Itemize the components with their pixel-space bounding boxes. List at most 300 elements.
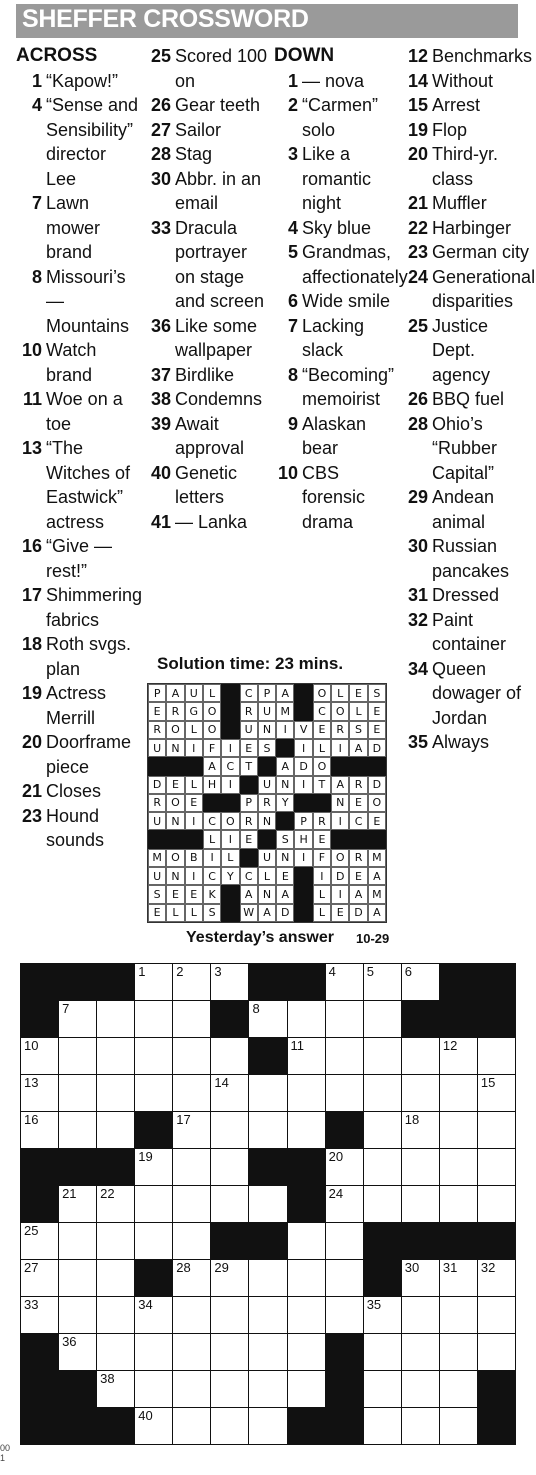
grid-cell[interactable]: [478, 1038, 515, 1074]
answer-letter-cell: E: [166, 776, 184, 794]
grid-cell[interactable]: [135, 1408, 172, 1444]
cell-number: 38: [100, 1371, 115, 1386]
puzzle-title: SHEFFER CROSSWORD: [22, 5, 309, 33]
grid-cell[interactable]: [249, 1297, 286, 1333]
grid-cell[interactable]: [211, 1075, 248, 1111]
answer-letter-cell: T: [240, 757, 258, 775]
down-clue: [274, 412, 399, 461]
answer-block-cell: [166, 757, 184, 775]
clue-text: — Lanka: [175, 511, 248, 532]
answer-block-cell: [258, 830, 276, 848]
cell-number: 33: [24, 1297, 39, 1312]
black-square: [288, 1408, 325, 1444]
black-square: [364, 1223, 401, 1259]
clue-text: Like a romantic night: [302, 144, 372, 213]
answer-letter-cell: A: [166, 684, 184, 702]
grid-cell[interactable]: [364, 1408, 401, 1444]
grid-cell[interactable]: [211, 1334, 248, 1370]
grid-cell[interactable]: [173, 1075, 210, 1111]
down-clue: [404, 485, 532, 534]
clue-number: 14: [407, 70, 428, 91]
clue-text: CBS forensic drama: [302, 462, 366, 532]
answer-letter-cell: L: [166, 904, 184, 922]
answer-letter-cell: L: [203, 830, 221, 848]
grid-cell[interactable]: [288, 1075, 325, 1111]
answer-letter-cell: H: [203, 776, 221, 794]
answer-letter-cell: S: [349, 721, 367, 739]
clue-text: Woe on a toe: [46, 389, 123, 434]
grid-cell[interactable]: [288, 1223, 325, 1259]
grid-cell[interactable]: [249, 1186, 286, 1222]
grid-cell[interactable]: [59, 1112, 96, 1148]
black-square: [21, 1371, 58, 1407]
answer-letter-cell: E: [148, 904, 166, 922]
grid-cell[interactable]: [135, 1186, 172, 1222]
grid-cell[interactable]: [364, 1149, 401, 1185]
grid-cell[interactable]: [364, 1297, 401, 1333]
answer-letter-cell: Y: [276, 794, 294, 812]
answer-block-cell: [240, 776, 258, 794]
grid-cell[interactable]: [97, 1260, 134, 1296]
grid-cell[interactable]: [364, 1001, 401, 1037]
clue-number: 11: [22, 389, 42, 409]
grid-cell[interactable]: [59, 1075, 96, 1111]
grid-cell[interactable]: [211, 1408, 248, 1444]
clue-text: Russian pancakes: [432, 536, 510, 581]
cell-number: 40: [138, 1408, 153, 1423]
grid-cell[interactable]: [249, 1112, 286, 1148]
black-square: [21, 1408, 58, 1444]
answer-block-cell: [166, 830, 184, 848]
grid-cell[interactable]: [173, 1038, 210, 1074]
grid-cell[interactable]: [326, 1260, 363, 1296]
clue-number: 35: [407, 732, 428, 752]
answer-letter-cell: R: [349, 776, 367, 794]
grid-cell[interactable]: [173, 1149, 210, 1185]
answer-letter-cell: R: [148, 721, 166, 739]
grid-cell[interactable]: [211, 1297, 248, 1333]
cell-number: 7: [62, 1001, 70, 1016]
answer-block-cell: [221, 904, 239, 922]
across-clue: [16, 265, 140, 339]
grid-cell[interactable]: [59, 1334, 96, 1370]
answer-letter-cell: U: [148, 812, 166, 830]
clue-text: Always: [432, 732, 490, 752]
clue-text: “Carmen” solo: [302, 95, 379, 140]
answer-letter-cell: E: [276, 867, 294, 885]
answer-letter-cell: F: [203, 739, 221, 757]
title-banner: [16, 4, 518, 38]
answer-letter-cell: R: [166, 702, 184, 720]
cell-number: 30: [404, 1260, 420, 1275]
grid-cell[interactable]: [440, 1186, 477, 1222]
answer-letter-cell: C: [313, 702, 331, 720]
clue-number: 25: [407, 315, 428, 336]
grid-cell[interactable]: [173, 1112, 210, 1148]
answer-letter-cell: L: [221, 849, 239, 867]
clue-number: 10: [277, 462, 298, 483]
clue-text: Justice Dept. agency: [432, 315, 491, 385]
grid-cell[interactable]: [173, 1297, 210, 1333]
answer-letter-cell: L: [349, 702, 367, 720]
clue-number: 21: [21, 781, 42, 801]
clue-number: 19: [407, 119, 428, 140]
answer-letter-cell: I: [185, 812, 203, 830]
grid-cell[interactable]: [59, 1223, 96, 1259]
answer-letter-cell: O: [331, 849, 349, 867]
clue-text: Birdlike: [175, 364, 235, 385]
clue-text: Scored 100 on: [175, 46, 268, 91]
answer-letter-cell: D: [368, 739, 386, 757]
grid-cell[interactable]: [173, 964, 210, 1000]
grid-cell[interactable]: [135, 1334, 172, 1370]
grid-cell[interactable]: [21, 1038, 58, 1074]
grid-cell[interactable]: [288, 1260, 325, 1296]
black-square: [59, 1408, 96, 1444]
grid-cell[interactable]: [478, 1186, 515, 1222]
clue-text: Third-yr. class: [432, 144, 499, 189]
down-clue: [404, 387, 532, 412]
answer-letter-cell: E: [240, 830, 258, 848]
grid-cell[interactable]: [440, 1408, 477, 1444]
cell-number: 22: [100, 1186, 115, 1201]
black-square: [402, 1223, 439, 1259]
grid-cell[interactable]: [478, 1149, 515, 1185]
grid-cell[interactable]: [440, 1334, 477, 1370]
grid-cell[interactable]: [326, 1075, 363, 1111]
grid-cell[interactable]: [97, 1223, 134, 1259]
black-square: [364, 1260, 401, 1296]
clue-number: 25: [150, 46, 171, 66]
grid-cell[interactable]: [326, 1223, 363, 1259]
grid-cell[interactable]: [326, 1149, 363, 1185]
grid-cell[interactable]: [21, 1223, 58, 1259]
answer-letter-cell: C: [221, 757, 239, 775]
black-square: [249, 1223, 286, 1259]
grid-cell[interactable]: [440, 1297, 477, 1333]
grid-cell[interactable]: [97, 1334, 134, 1370]
grid-cell[interactable]: [478, 1260, 515, 1296]
answer-letter-cell: S: [368, 684, 386, 702]
down-clue: [274, 363, 399, 412]
down-heading: DOWN: [274, 45, 335, 66]
clue-number: 41: [150, 511, 171, 532]
grid-cell[interactable]: [440, 1260, 477, 1296]
clue-text: Dracula portrayer on stage and screen: [175, 217, 265, 311]
grid-cell[interactable]: [59, 1260, 96, 1296]
answer-block-cell: [148, 757, 166, 775]
down-clue: [404, 93, 532, 118]
grid-cell[interactable]: [135, 1149, 172, 1185]
clue-text: Watch brand: [46, 340, 97, 385]
grid-cell[interactable]: [402, 1186, 439, 1222]
down-clue: [404, 657, 532, 731]
grid-cell[interactable]: [97, 1112, 134, 1148]
clue-number: 1: [31, 70, 42, 91]
grid-cell[interactable]: [288, 1334, 325, 1370]
grid-cell[interactable]: [249, 1371, 286, 1407]
answer-block-cell: [294, 684, 312, 702]
answer-letter-cell: A: [331, 776, 349, 794]
answer-letter-cell: K: [203, 885, 221, 903]
yesterday-answer-grid: [147, 683, 387, 923]
answer-letter-cell: R: [331, 721, 349, 739]
clue-number: 13: [21, 438, 42, 458]
grid-cell[interactable]: [478, 1112, 515, 1148]
answer-letter-cell: P: [148, 684, 166, 702]
grid-cell[interactable]: [173, 1334, 210, 1370]
grid-cell[interactable]: [249, 1075, 286, 1111]
grid-cell[interactable]: [249, 1408, 286, 1444]
clue-number: 4: [287, 217, 298, 238]
grid-cell[interactable]: [364, 1075, 401, 1111]
answer-letter-cell: H: [294, 830, 312, 848]
grid-cell[interactable]: [478, 1297, 515, 1333]
grid-cell[interactable]: [440, 1038, 477, 1074]
answer-letter-cell: C: [240, 684, 258, 702]
black-square: [21, 1186, 58, 1222]
clue-number: 34: [407, 658, 428, 679]
clue-number: 38: [150, 389, 171, 409]
grid-cell[interactable]: [364, 1112, 401, 1148]
grid-cell[interactable]: [478, 1075, 515, 1111]
clue-text: Wide smile: [302, 291, 391, 311]
answer-block-cell: [349, 757, 367, 775]
answer-letter-cell: L: [203, 684, 221, 702]
answer-letter-cell: O: [331, 702, 349, 720]
answer-block-cell: [331, 757, 349, 775]
black-square: [59, 1149, 96, 1185]
black-square: [97, 964, 134, 1000]
answer-letter-cell: E: [240, 739, 258, 757]
answer-letter-cell: C: [349, 812, 367, 830]
clue-number: 23: [407, 242, 428, 262]
grid-cell[interactable]: [97, 1075, 134, 1111]
answer-letter-cell: E: [313, 721, 331, 739]
down-clue: [274, 216, 399, 241]
grid-cell[interactable]: [402, 1408, 439, 1444]
grid-cell[interactable]: [59, 1001, 96, 1037]
answer-letter-cell: R: [258, 794, 276, 812]
grid-cell[interactable]: [326, 1001, 363, 1037]
clue-text: Benchmarks: [432, 46, 533, 66]
grid-cell[interactable]: [135, 964, 172, 1000]
grid-cell[interactable]: [402, 964, 439, 1000]
answer-letter-cell: P: [258, 684, 276, 702]
grid-cell[interactable]: [249, 1260, 286, 1296]
grid-cell[interactable]: [173, 1260, 210, 1296]
down-clue: [404, 191, 532, 216]
answer-letter-cell: W: [240, 904, 258, 922]
grid-cell[interactable]: [326, 1186, 363, 1222]
grid-cell[interactable]: [97, 1001, 134, 1037]
answer-block-cell: [221, 721, 239, 739]
grid-cell[interactable]: [59, 1038, 96, 1074]
answer-letter-cell: V: [294, 721, 312, 739]
cell-number: 13: [24, 1075, 39, 1090]
answer-letter-cell: A: [240, 885, 258, 903]
answer-block-cell: [221, 684, 239, 702]
across-clue: [145, 44, 270, 93]
grid-cell[interactable]: [97, 1038, 134, 1074]
clue-number: 5: [287, 242, 298, 262]
across-column-1: [16, 44, 143, 853]
clue-text: Flop: [432, 119, 468, 140]
clue-number: 7: [31, 193, 42, 213]
grid-cell[interactable]: [173, 1408, 210, 1444]
clue-number: 30: [150, 168, 171, 189]
grid-cell[interactable]: [135, 1371, 172, 1407]
grid-cell[interactable]: [402, 1149, 439, 1185]
answer-block-cell: [258, 757, 276, 775]
grid-cell[interactable]: [440, 1371, 477, 1407]
grid-cell[interactable]: [402, 1112, 439, 1148]
answer-letter-cell: U: [258, 702, 276, 720]
grid-cell[interactable]: [288, 1001, 325, 1037]
across-clue: [145, 216, 270, 314]
grid-cell[interactable]: [135, 1001, 172, 1037]
grid-cell[interactable]: [402, 1297, 439, 1333]
grid-cell[interactable]: [326, 964, 363, 1000]
grid-cell[interactable]: [288, 1371, 325, 1407]
clue-number: 16: [21, 536, 42, 556]
answer-letter-cell: O: [221, 812, 239, 830]
grid-cell[interactable]: [249, 1001, 286, 1037]
grid-cell[interactable]: [326, 1038, 363, 1074]
cell-number: 36: [62, 1334, 77, 1349]
grid-cell[interactable]: [135, 1297, 172, 1333]
grid-cell[interactable]: [326, 1297, 363, 1333]
grid-cell[interactable]: [173, 1186, 210, 1222]
grid-cell[interactable]: [135, 1038, 172, 1074]
clue-number: 39: [150, 413, 171, 434]
grid-cell[interactable]: [364, 1334, 401, 1370]
clue-number: 12: [407, 46, 428, 66]
answer-letter-cell: D: [148, 776, 166, 794]
down-clue: [274, 93, 399, 142]
grid-cell[interactable]: [97, 1186, 134, 1222]
grid-cell[interactable]: [135, 1075, 172, 1111]
answer-letter-cell: I: [331, 812, 349, 830]
down-clue: [404, 142, 532, 191]
grid-cell[interactable]: [211, 964, 248, 1000]
grid-cell[interactable]: [364, 1186, 401, 1222]
answer-block-cell: [331, 830, 349, 848]
cell-number: 10: [24, 1038, 39, 1053]
answer-block-cell: [221, 885, 239, 903]
answer-block-cell: [294, 904, 312, 922]
answer-letter-cell: E: [349, 794, 367, 812]
grid-cell[interactable]: [440, 1112, 477, 1148]
grid-cell[interactable]: [440, 1075, 477, 1111]
grid-cell[interactable]: [211, 1371, 248, 1407]
black-square: [21, 1334, 58, 1370]
grid-cell[interactable]: [364, 1371, 401, 1407]
answer-letter-cell: I: [221, 776, 239, 794]
cell-number: 4: [328, 964, 336, 979]
black-square: [478, 1408, 515, 1444]
cell-number: 19: [138, 1149, 153, 1164]
grid-cell[interactable]: [402, 1038, 439, 1074]
grid-cell[interactable]: [211, 1038, 248, 1074]
grid-cell[interactable]: [364, 964, 401, 1000]
yesterday-answer-date: 10-29: [356, 931, 390, 946]
grid-cell[interactable]: [173, 1001, 210, 1037]
across-clue: [145, 118, 270, 143]
answer-block-cell: [349, 830, 367, 848]
across-clue: [16, 804, 140, 853]
answer-letter-cell: P: [240, 794, 258, 812]
answer-letter-cell: E: [349, 867, 367, 885]
page-edge-text: [0, 1443, 10, 1463]
answer-letter-cell: E: [313, 830, 331, 848]
clue-text: Alaskan bear: [302, 413, 367, 458]
across-clue: [16, 191, 140, 265]
grid-cell[interactable]: [402, 1260, 439, 1296]
grid-cell[interactable]: [59, 1186, 96, 1222]
grid-cell[interactable]: [288, 1038, 325, 1074]
grid-cell[interactable]: [440, 1149, 477, 1185]
clue-text: Hound sounds: [46, 805, 105, 850]
answer-letter-cell: D: [349, 904, 367, 922]
grid-cell[interactable]: [211, 1112, 248, 1148]
cell-number: 5: [366, 964, 374, 979]
grid-cell[interactable]: [211, 1186, 248, 1222]
across-clue: [16, 730, 140, 779]
black-square: [478, 1223, 515, 1259]
grid-cell[interactable]: [364, 1038, 401, 1074]
grid-cell[interactable]: [288, 1297, 325, 1333]
grid-cell[interactable]: [211, 1260, 248, 1296]
answer-letter-cell: C: [203, 812, 221, 830]
grid-cell[interactable]: [135, 1223, 172, 1259]
answer-letter-cell: I: [313, 867, 331, 885]
grid-cell[interactable]: [21, 1297, 58, 1333]
answer-letter-cell: I: [331, 739, 349, 757]
grid-cell[interactable]: [249, 1334, 286, 1370]
across-clue: [16, 779, 140, 804]
answer-block-cell: [221, 794, 239, 812]
cell-number: 14: [214, 1075, 229, 1090]
grid-cell[interactable]: [21, 1260, 58, 1296]
answer-letter-cell: U: [148, 867, 166, 885]
answer-letter-cell: O: [203, 721, 221, 739]
answer-block-cell: [294, 867, 312, 885]
grid-cell[interactable]: [211, 1149, 248, 1185]
black-square: [440, 1223, 477, 1259]
grid-cell[interactable]: [59, 1297, 96, 1333]
answer-letter-cell: A: [276, 684, 294, 702]
grid-cell[interactable]: [402, 1371, 439, 1407]
grid-cell[interactable]: [402, 1075, 439, 1111]
answer-letter-cell: R: [313, 812, 331, 830]
edge-text-line: 1: [0, 1453, 6, 1463]
grid-cell[interactable]: [21, 1075, 58, 1111]
grid-cell[interactable]: [97, 1371, 134, 1407]
clue-text: Doorframe piece: [46, 732, 132, 777]
grid-cell[interactable]: [288, 1112, 325, 1148]
grid-cell[interactable]: [173, 1223, 210, 1259]
grid-cell[interactable]: [21, 1112, 58, 1148]
black-square: [440, 964, 477, 1000]
grid-cell[interactable]: [402, 1334, 439, 1370]
answer-letter-cell: O: [368, 794, 386, 812]
grid-cell[interactable]: [478, 1334, 515, 1370]
grid-cell[interactable]: [97, 1297, 134, 1333]
clue-number: 8: [31, 266, 42, 287]
clue-text: Sky blue: [302, 217, 372, 238]
grid-cell[interactable]: [173, 1371, 210, 1407]
